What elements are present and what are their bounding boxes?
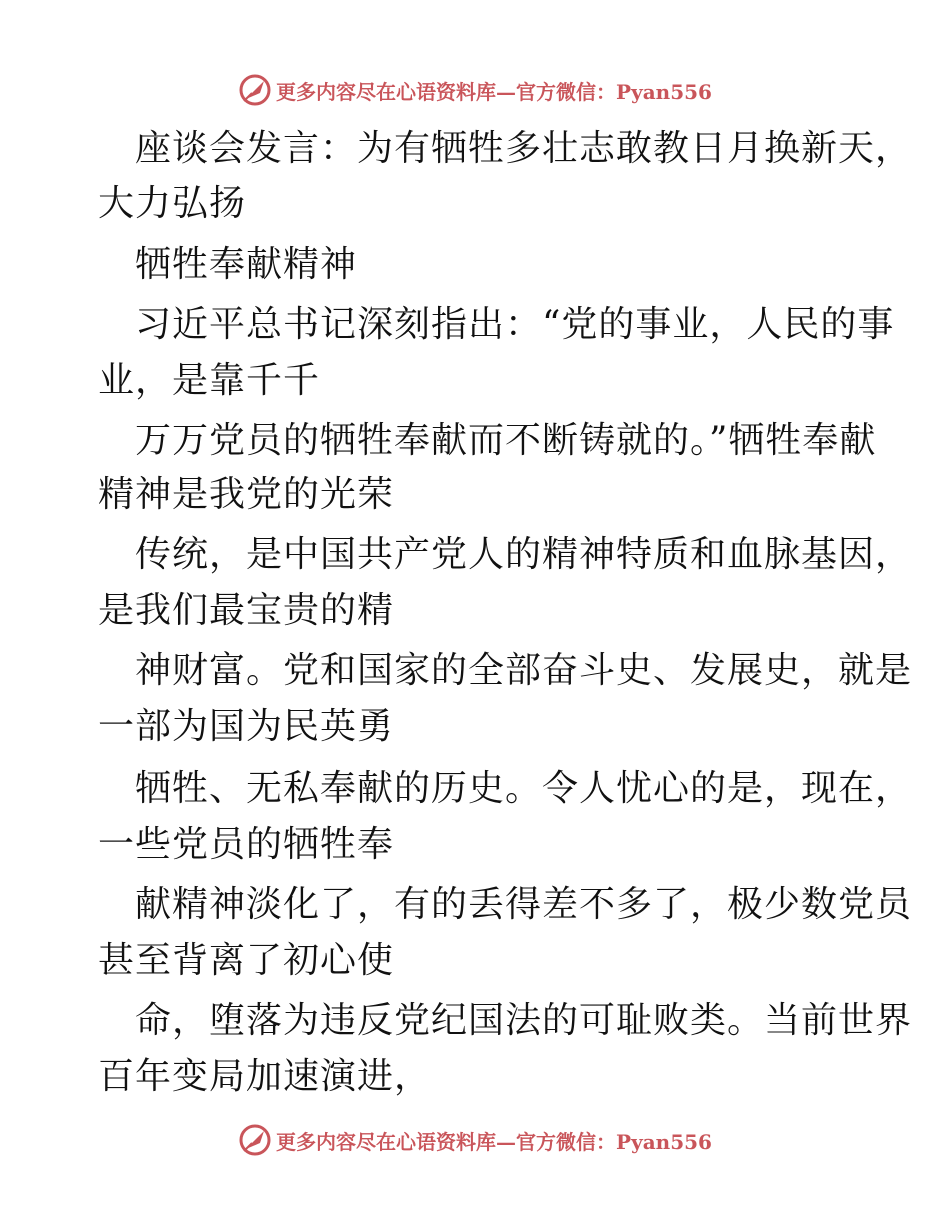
- text-line: 命，堕落为违反党纪国法的可耻败类。当前世界: [135, 1000, 913, 1041]
- text-line: 一部为国为民英勇: [98, 706, 395, 747]
- header-watermark: [0, 72, 950, 108]
- text-line: 神财富。党和国家的全部奋斗史、发展史，就是: [135, 650, 913, 691]
- text-line: 牺牲奉献精神: [135, 244, 358, 285]
- text-line: 传统，是中国共产党人的精神特质和血脉基因，: [135, 534, 913, 575]
- footer-watermark: [0, 1122, 950, 1158]
- text-line: 是我们最宝贵的精: [98, 590, 395, 631]
- text-line: 座谈会发言：为有牺牲多壮志敢教日月换新天，: [135, 128, 913, 169]
- watermark-text: 更多内容尽在心语资料库—官方微信：Pyan556: [276, 79, 712, 104]
- text-line: 大力弘扬: [98, 183, 247, 224]
- feather-logo-icon: [238, 1123, 272, 1157]
- text-line: 甚至背离了初心使: [98, 940, 395, 981]
- text-line: 牺牲、无私奉献的历史。令人忧心的是，现在，: [135, 768, 913, 809]
- text-line: 献精神淡化了，有的丢得差不多了，极少数党员: [135, 884, 913, 925]
- text-line: 万万党员的牺牲奉献而不断铸就的。”牺牲奉献: [135, 420, 877, 461]
- text-line: 精神是我党的光荣: [98, 474, 395, 515]
- text-line: 百年变局加速演进，: [98, 1056, 432, 1097]
- text-line: 业，是靠千千: [98, 360, 321, 401]
- feather-logo-icon: [238, 73, 272, 107]
- text-line: 习近平总书记深刻指出：“党的事业，人民的事: [135, 304, 895, 345]
- watermark-text: 更多内容尽在心语资料库—官方微信：Pyan556: [276, 1129, 712, 1154]
- text-line: 一些党员的牺牲奉: [98, 824, 395, 865]
